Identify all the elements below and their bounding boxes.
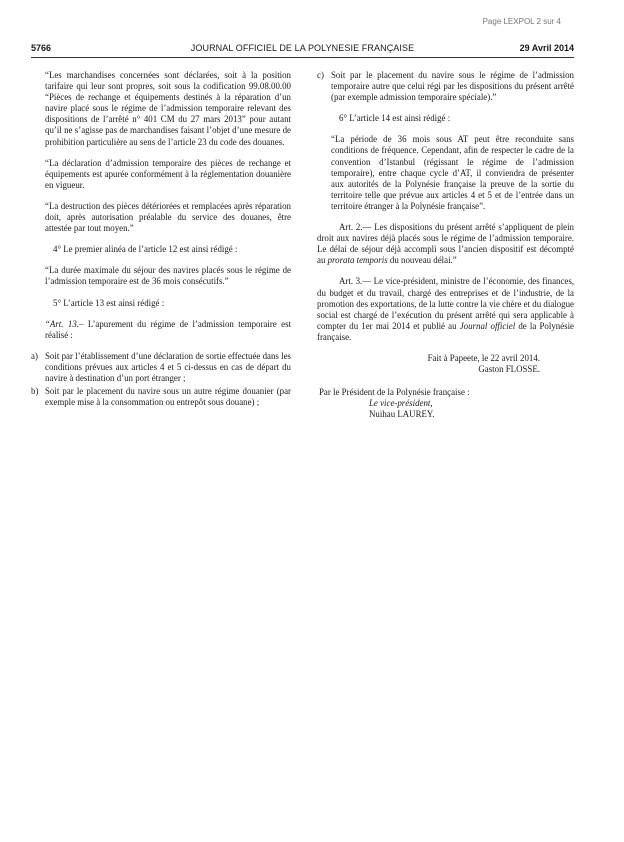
vice-president-name: Nuihau LAUREY. [369, 409, 435, 420]
list-item [317, 70, 574, 103]
header-rule [31, 57, 574, 58]
article-2 [317, 222, 574, 266]
signature-place-date: Fait à Papeete, le 22 avril 2014. [427, 352, 540, 363]
journal-title: JOURNAL OFFICIEL DE LA POLYNESIE FRANÇAISE [190, 43, 415, 53]
article-2-text: Art. 2.— Les dispositions du présent arrêté s’appliquent de plein droit aux navires déjà placés sous le régime de l’admission temporaire. Le délai de séjour déjà accompli sous l’ancien dispositif est décompté au [317, 222, 574, 266]
signature-name: Gaston FLOSSE. [478, 364, 540, 375]
list-marker: c) [317, 70, 324, 80]
paragraph: “Les marchandises concernées sont déclarées, soit à la position tarifaire qui leur sont propres, soit sous la codification 99.08.00.00 “Pièces de rechange et équipements destinés à la réparation d’un navire placé sous le régime de l’admission temporaire relevant des dispositions de l’arrêté n° 401 CM du 27 mars 2013” pour autant qu’il ne s’agisse pas de marchandises faisant l’objet d’une mesure de prohibition particulière au sens de l’article 23 du code des douanes. [45, 70, 291, 147]
article-2-end: du nouveau délai.” [387, 255, 457, 266]
article-3-italic: Journal officiel [459, 320, 516, 331]
signature-block [317, 353, 574, 375]
paragraph: “La destruction des pièces détériorées et remplacées après réparation doit, après autorisation préalable du service des douanes, être attestée par tout moyen.” [45, 200, 291, 234]
paragraph: “La durée maximale du séjour des navires placés sous le régime de l’admission temporaire est de 36 mois consécutifs.” [45, 265, 291, 287]
article-3 [317, 276, 574, 343]
list-item-text: Soit par l’établissement d’une déclaration de sortie effectuée dans les conditions prévues aux articles 4 et 5 ci-dessus en cas de départ du navire à destination d’un port étranger ; [45, 350, 291, 383]
left-column [31, 70, 291, 412]
enumerated-list [31, 351, 291, 408]
president-block [317, 387, 574, 420]
paragraph: 4° Le premier alinéa de l’article 12 est ainsi rédigé : [53, 244, 238, 255]
article-2-italic: prorata temporis [327, 255, 388, 266]
paragraph: 5° L’article 13 est ainsi rédigé : [53, 297, 165, 308]
article-3-end: de la Polynésie française. [317, 320, 574, 342]
list-item-text: Soit par le placement du navire sous le régime de l’admission temporaire autre que celui régi par les dispositions du présent arrêté (par exemple admission temporaire spéciale).” [331, 70, 574, 103]
article-text: L’apurement du régime de l’admission temporaire est réalisé : [45, 318, 291, 340]
paragraph: “La déclaration d’admission temporaire des pièces de rechange et équipements est apurée conformément à la réglementation douanière en vigueur. [45, 157, 291, 190]
right-column [317, 70, 574, 420]
article-13-heading [31, 319, 291, 341]
article-3-text: Art. 3.— Le vice-président, ministre de l’économie, des finances, du budget et du travail, chargé des entreprises et de l’industrie, de la promotion des exportations, de la lutte contre la vie chère et du dialogue social est chargé de l’exécution du présent arrêté qui sera applicable à compter du 1er mai 2014 et publié au [317, 276, 574, 331]
article-label: “Art. 13.– [45, 318, 84, 329]
list-item [31, 351, 291, 384]
paragraph: 6° L’article 14 est ainsi rédigé : [339, 113, 451, 124]
president-line: Par le Président de la Polynésie française : [319, 387, 470, 398]
paragraph: “La période de 36 mois sous AT peut être reconduite sans conditions de fréquence. Cependant, afin de respecter le cadre de la convention d’Istanbul (régissant le régime de l’admission temporaire), entre chaque cycle d’AT, il conviendra de présenter aux autorités de la Polynésie française la preuve de la sortie du territoire telle que prévue aux articles 4 et 5 et de l’entrée dans un territoire étranger à la Polynésie française”. [331, 134, 574, 211]
journal-header [31, 43, 574, 55]
page-marker: Page LEXPOL 2 sur 4 [482, 17, 561, 26]
page-number: 5766 [31, 43, 52, 53]
list-item [31, 386, 291, 408]
list-marker: a) [31, 350, 38, 361]
list-item-text: Soit par le placement du navire sous un autre régime douanier (par exemple mise à la consommation ou entrepôt sous douane) ; [45, 386, 291, 408]
list-marker: b) [31, 386, 39, 397]
vice-president-title: Le vice-président, [369, 398, 433, 409]
issue-date: 29 Avril 2014 [519, 43, 574, 53]
enumerated-list-continued [317, 70, 574, 103]
